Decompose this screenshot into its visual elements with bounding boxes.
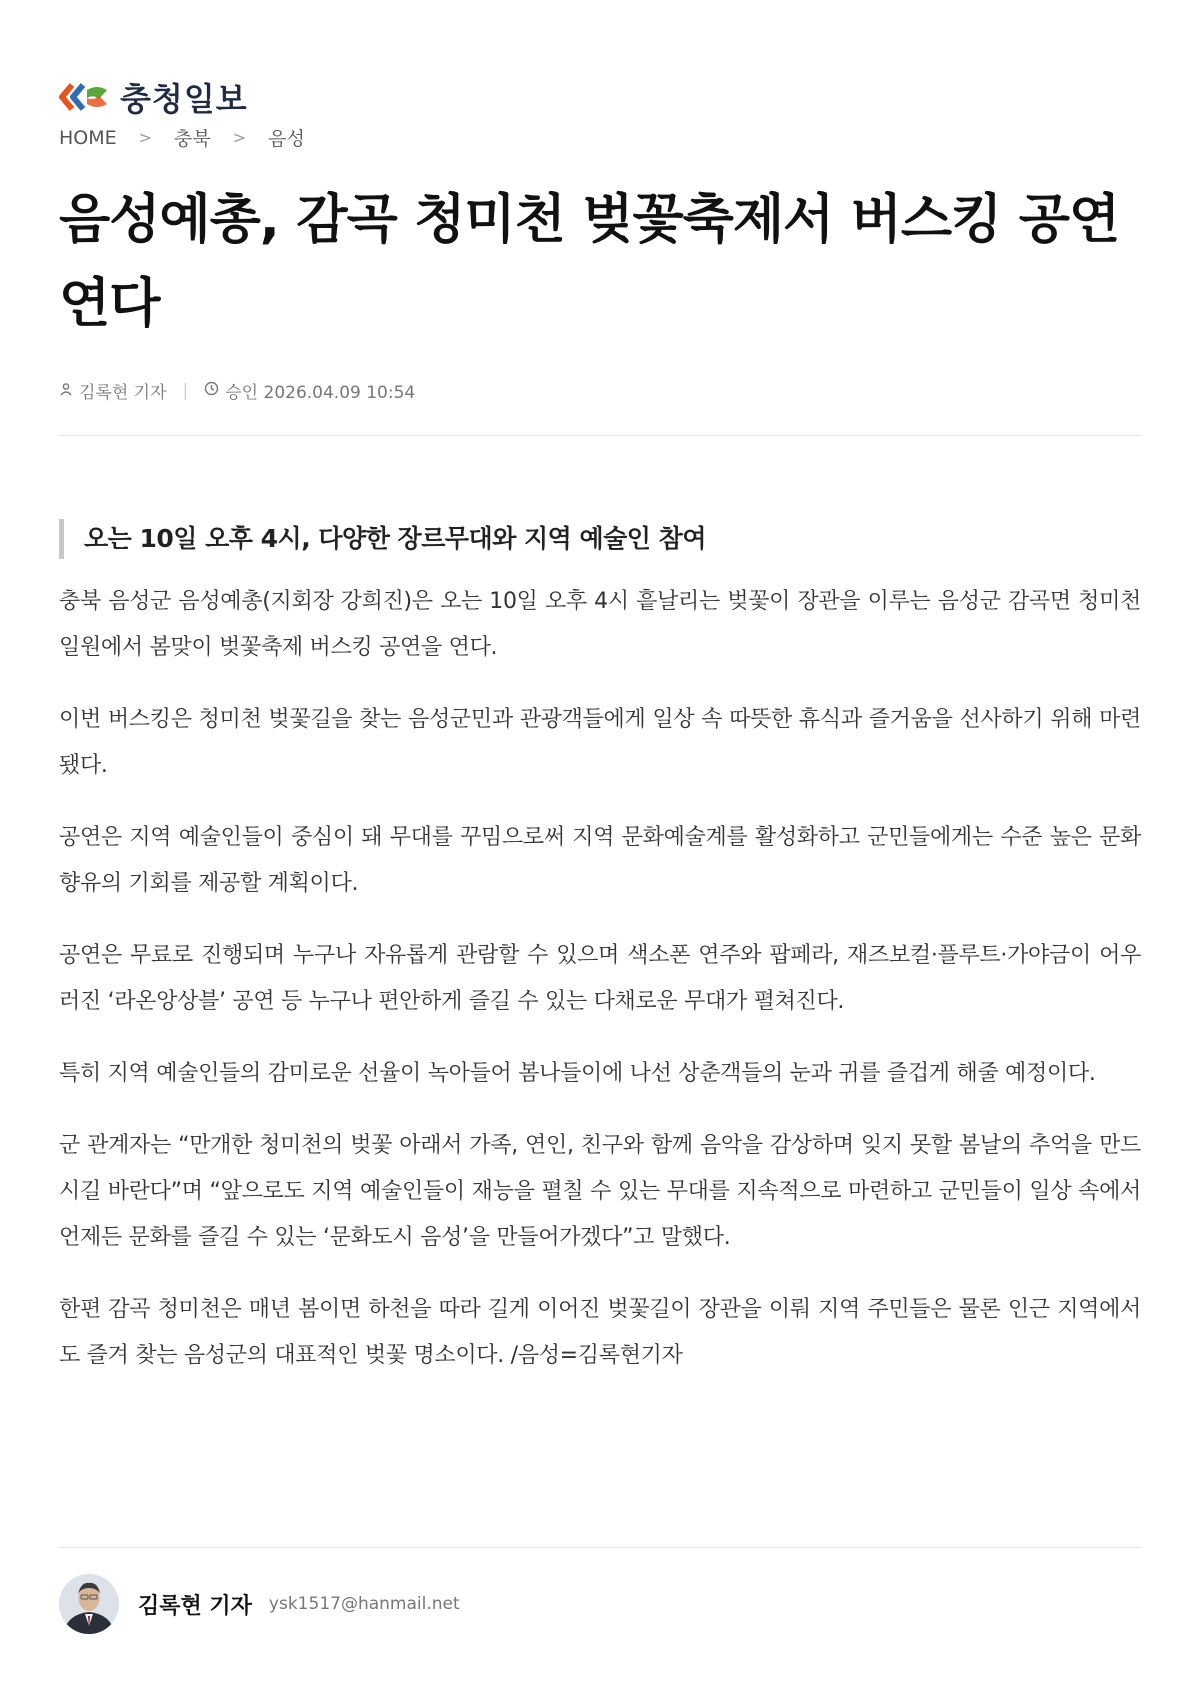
breadcrumb-home-link[interactable]: HOME (59, 126, 117, 149)
article-paragraph: 이번 버스킹은 청미천 벚꽃길을 찾는 음성군민과 관광객들에게 일상 속 따뜻한 휴식과 즐거움을 선사하기 위해 마련됐다. (59, 707, 1141, 778)
article-paragraph: 공연은 지역 예술인들이 중심이 돼 무대를 꾸밈으로써 지역 문화예술계를 활성화하고 군민들에게는 수준 높은 문화 향유의 기회를 제공할 계획이다. (59, 825, 1141, 896)
site-logo[interactable] (59, 74, 248, 120)
breadcrumb-separator-icon: > (232, 128, 247, 147)
approval-datetime: 승인 2026.04.09 10:54 (225, 383, 416, 403)
article-meta (59, 378, 415, 403)
reporter-email-link[interactable]: ysk1517@hanmail.net (268, 1594, 460, 1614)
author-name: 김록현 기자 (79, 383, 167, 403)
breadcrumb-eumseong-link[interactable]: 음성 (268, 128, 305, 150)
reporter-byline (59, 1574, 460, 1634)
header-divider (59, 435, 1141, 436)
article-subtitle: 오는 10일 오후 4시, 다양한 장르무대와 지역 예술인 참여 (59, 519, 706, 559)
approval-meta (204, 378, 415, 403)
person-icon (59, 381, 73, 401)
article-paragraph: 특히 지역 예술인들의 감미로운 선율이 녹아들어 봄나들이에 나선 상춘객들의 눈과 귀를 즐겁게 해줄 예정이다. (59, 1061, 1096, 1086)
double-chevron-logo-icon (59, 82, 111, 112)
article-paragraph: 한편 감곡 청미천은 매년 봄이면 하천을 따라 길게 이어진 벚꽃길이 장관을 이뤄 지역 주민들은 물론 인근 지역에서도 즐겨 찾는 음성군의 대표적인 벚꽃 명소이다. /음성=김록현기자 (59, 1297, 1141, 1368)
breadcrumb (59, 124, 305, 151)
reporter-avatar (59, 1574, 119, 1634)
article-paragraph: 충북 음성군 음성예총(지회장 강희진)은 오는 10일 오후 4시 흩날리는 벚꽃이 장관을 이루는 음성군 감곡면 청미천 일원에서 봄맞이 벚꽃축제 버스킹 공연을 연다. (59, 589, 1141, 660)
article-title: 음성예총, 감곡 청미천 벚꽃축제서 버스킹 공연 연다 (59, 189, 1120, 334)
article-paragraph: 공연은 무료로 진행되며 누구나 자유롭게 관람할 수 있으며 색소폰 연주와 팝페라, 재즈보컬·플루트·가야금이 어우러진 ‘라온앙상블’ 공연 등 누구나 편안하게 즐길 수 있는 다채로운 무대가 펼쳐진다. (59, 943, 1141, 1014)
article-body (59, 579, 1141, 1405)
article-paragraph: 군 관계자는 “만개한 청미천의 벚꽃 아래서 가족, 연인, 친구와 함께 음악을 감상하며 잊지 못할 봄날의 추억을 만드시길 바란다”며 “앞으로도 지역 예술인들이 재능을 펼칠 수 있는 무대를 지속적으로 마련하고 군민들이 일상 속에서 언제든 문화를 즐길 수 있는 ‘문화도시 음성’을 만들어가겠다”고 말했다. (59, 1133, 1141, 1250)
clock-icon (204, 381, 219, 401)
footer-divider (59, 1547, 1141, 1548)
breadcrumb-separator-icon: > (138, 128, 153, 147)
breadcrumb-chungbuk-link[interactable]: 충북 (174, 128, 211, 150)
author-meta (59, 378, 167, 403)
site-name: 충청일보 (120, 80, 248, 118)
meta-divider: | (182, 380, 189, 401)
reporter-name: 김록현 기자 (138, 1593, 252, 1619)
